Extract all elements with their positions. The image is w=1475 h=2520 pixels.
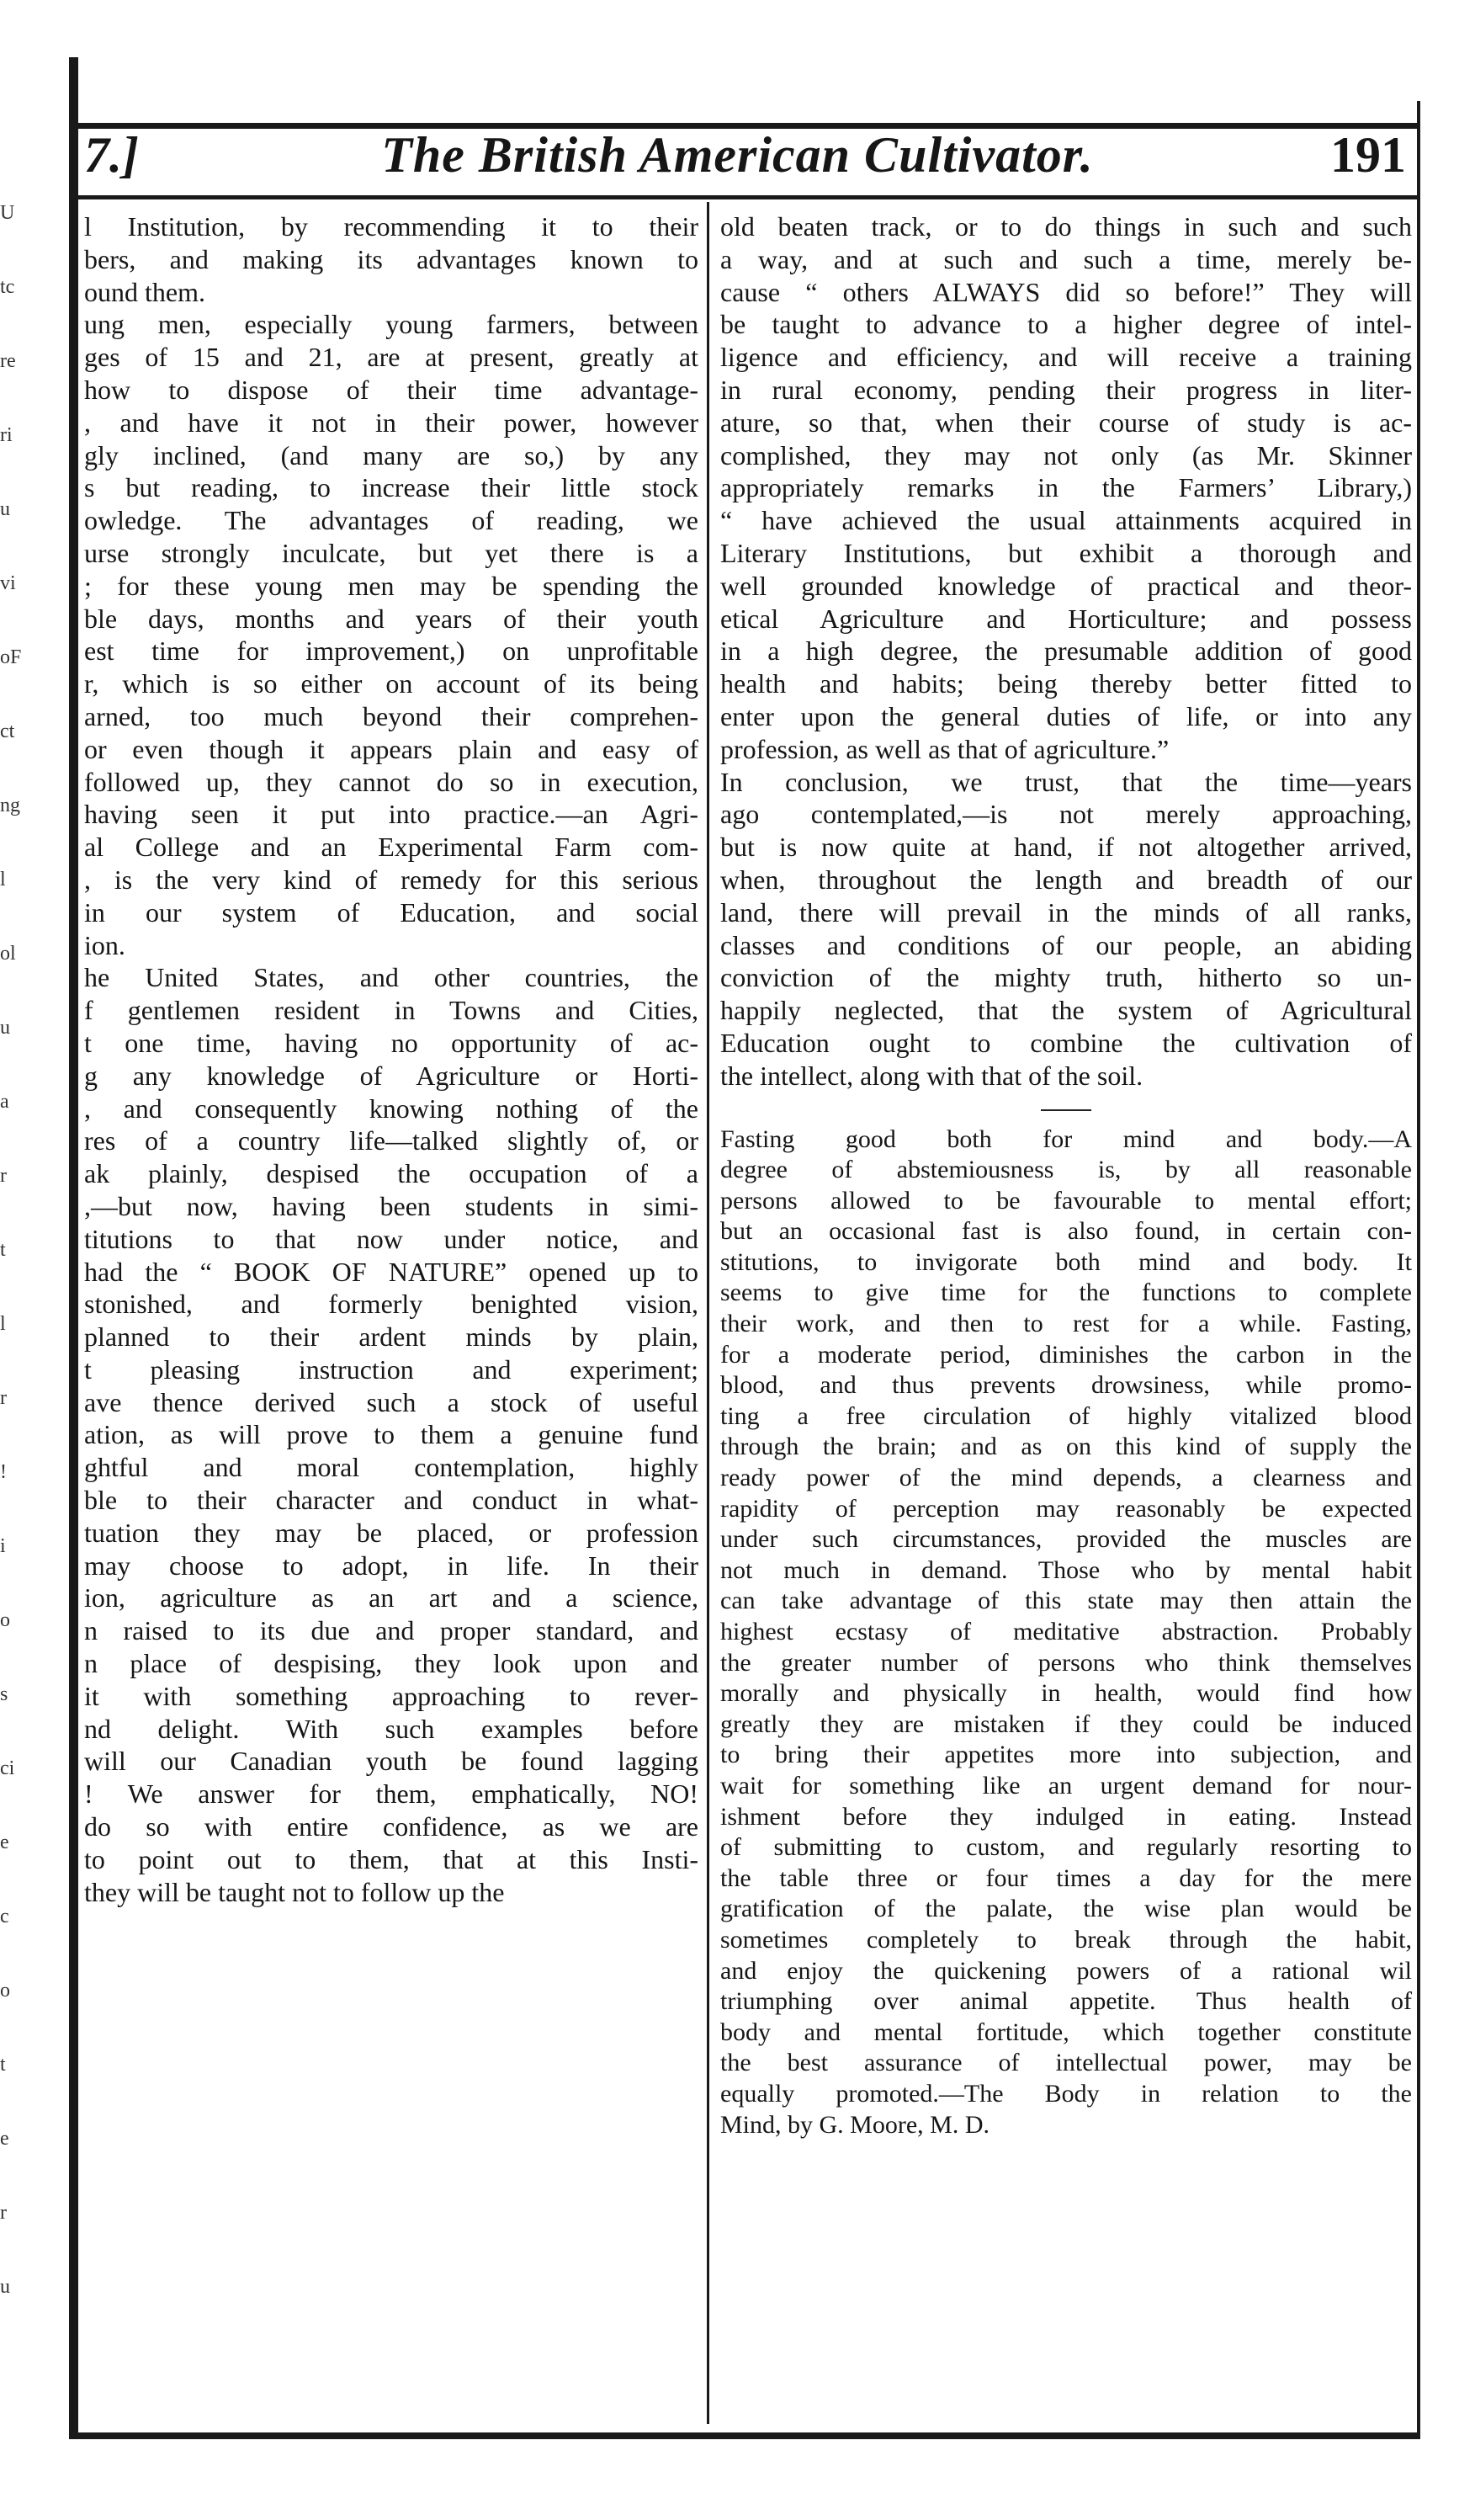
text-line: ature, so that, when their course of study is ac- [720, 407, 1412, 438]
text-line: complished, they may not only (as Mr. Skinner [720, 439, 1412, 471]
text-line: happily neglected, that the system of Agricultural [720, 995, 1412, 1026]
text-line: how to dispose of their time advantage- [84, 374, 698, 405]
text-line: ble days, months and years of their youth [84, 603, 698, 634]
text-line: n raised to its due and proper standard, and [84, 1615, 698, 1646]
text-line: old beaten track, or to do things in such and such [720, 211, 1412, 242]
text-line: ound them. [84, 276, 205, 307]
right-column-main-text [720, 210, 1412, 1093]
margin-fragment: ng [0, 795, 20, 816]
text-line: their work, and then to rest for a while. Fasting, [720, 1310, 1412, 1338]
text-line: the greater number of persons who think themselves [720, 1648, 1412, 1677]
right-rule [1417, 101, 1420, 2437]
text-line: for a moderate period, diminishes the carbon in the [720, 1340, 1412, 1369]
margin-fragment: u [0, 498, 10, 520]
left-binding-rule [69, 57, 78, 2439]
text-line: well grounded knowledge of practical and theor- [720, 570, 1412, 601]
text-line: greatly they are mistaken if they could be induced [720, 1709, 1412, 1738]
text-line: , is the very kind of remedy for this serious [84, 864, 698, 895]
text-line: titutions to that now under notice, and [84, 1223, 698, 1254]
text-line: the best assurance of intellectual power, may be [720, 2049, 1412, 2077]
fasting-article [720, 1124, 1412, 2141]
text-line: highest ecstasy of meditative abstraction. Probably [720, 1618, 1412, 1646]
margin-fragment: t [0, 1239, 6, 1261]
text-line: followed up, they cannot do so in execution, [84, 766, 698, 797]
text-line: stonished, and formerly benighted vision, [84, 1289, 698, 1320]
text-line: to point out to them, that at this Insti- [84, 1843, 698, 1874]
margin-fragment: l [0, 1313, 6, 1335]
margin-fragment: o [0, 1609, 10, 1631]
text-line: ready power of the mind depends, a clearness and [720, 1464, 1412, 1492]
text-line: enter upon the general duties of life, or into any [720, 700, 1412, 731]
text-line: al College and an Experimental Farm com- [84, 832, 698, 863]
text-line: nd delight. With such examples before [84, 1713, 698, 1744]
margin-fragment: tc [0, 276, 15, 298]
article-separator [1041, 1109, 1091, 1111]
margin-fragment: ol [0, 943, 16, 965]
left-column [84, 210, 698, 1908]
text-line: in our system of Education, and social [84, 896, 698, 928]
text-line: Literary Institutions, but exhibit a thorough and [720, 537, 1412, 568]
margin-fragment: ! [0, 1461, 7, 1483]
margin-fragment: c [0, 1906, 9, 1927]
text-line: l Institution, by recommending it to their [84, 211, 698, 242]
text-line: equally promoted.—The Body in relation to the [720, 2079, 1412, 2108]
text-line: tuation they may be placed, or profession [84, 1517, 698, 1548]
text-line: ges of 15 and 21, are at present, greatly at [84, 342, 698, 373]
text-line: health and habits; being thereby better fitted to [720, 668, 1412, 699]
margin-fragment: u [0, 1017, 10, 1039]
text-line: ishment before they indulged in eating. Instead [720, 1802, 1412, 1831]
margin-fragment: i [0, 1535, 6, 1557]
text-line: ligence and efficiency, and will receive a training [720, 342, 1412, 373]
text-line: but is now quite at hand, if not altogether arrived, [720, 832, 1412, 863]
margin-fragment: u [0, 2276, 10, 2298]
text-line: to bring their appetites more into subjection, and [720, 1741, 1412, 1769]
text-line: the table three or four times a day for the mere [720, 1863, 1412, 1892]
margin-fragment: ci [0, 1757, 15, 1779]
text-line: arned, too much beyond their comprehen- [84, 700, 698, 731]
text-line: he United States, and other countries, the [84, 962, 698, 993]
text-line: ghtful and moral contemplation, highly [84, 1452, 698, 1483]
text-line: Fasting good both for mind and body.—A [720, 1124, 1412, 1153]
right-column [720, 210, 1412, 2140]
text-line: sometimes completely to break through the habit, [720, 1925, 1412, 1954]
text-line: degree of abstemiousness is, by all reasonable [720, 1156, 1412, 1184]
margin-fragment: e [0, 2128, 9, 2150]
text-line: planned to their ardent minds by plain, [84, 1321, 698, 1353]
text-line: when, throughout the length and breadth of our [720, 864, 1412, 895]
margin-fragment: r [0, 1387, 7, 1409]
text-line: conviction of the mighty truth, hitherto so un- [720, 962, 1412, 993]
text-line: ,—but now, having been students in simi- [84, 1190, 698, 1221]
text-line: ion, agriculture as an art and a science, [84, 1582, 698, 1614]
text-line: bers, and making its advantages known to [84, 243, 698, 274]
text-line: res of a country life—talked slightly of, or [84, 1125, 698, 1156]
text-line: wait for something like an urgent demand for nour- [720, 1771, 1412, 1800]
text-line: s but reading, to increase their little stock [84, 472, 698, 503]
text-line: they will be taught not to follow up the [84, 1876, 505, 1907]
margin-fragment: t [0, 2054, 6, 2076]
page-title: The British American Cultivator. [381, 127, 1094, 183]
text-line: f gentlemen resident in Towns and Cities, [84, 995, 698, 1026]
text-line: blood, and thus prevents drowsiness, while promo- [720, 1371, 1412, 1400]
text-line: ung men, especially young farmers, between [84, 309, 698, 340]
margin-fragment: l [0, 869, 6, 891]
text-line: n place of despising, they look upon and [84, 1648, 698, 1679]
text-line: ting a free circulation of highly vitalized blood [720, 1401, 1412, 1430]
text-line: appropriately remarks in the Farmers’ Library,) [720, 472, 1412, 503]
text-line: had the “ BOOK OF NATURE” opened up to [84, 1256, 698, 1287]
text-line: through the brain; and as on this kind of supply the [720, 1433, 1412, 1461]
text-line: ak plainly, despised the occupation of a [84, 1158, 698, 1189]
text-line: r, which is so either on account of its being [84, 668, 698, 699]
text-line: persons allowed to be favourable to mental effort; [720, 1186, 1412, 1215]
text-line: the intellect, along with that of the soil. [720, 1060, 1143, 1091]
header-rule [74, 195, 1420, 199]
text-line: do so with entire confidence, as we are [84, 1811, 698, 1842]
text-line: g any knowledge of Agriculture or Horti- [84, 1060, 698, 1091]
margin-fragment: o [0, 1980, 10, 2002]
text-line: may choose to adopt, in life. In their [84, 1550, 698, 1581]
text-line: ave thence derived such a stock of useful [84, 1386, 698, 1417]
text-line: ago contemplated,—is not merely approaching, [720, 799, 1412, 830]
text-line: body and mental fortitude, which together constitute [720, 2018, 1412, 2046]
margin-fragment: r [0, 1165, 7, 1187]
text-line: in rural economy, pending their progress in liter- [720, 374, 1412, 405]
column-divider [707, 202, 709, 2424]
text-line: urse strongly inculcate, but yet there is a [84, 537, 698, 568]
text-line: it with something approaching to rever- [84, 1680, 698, 1711]
margin-fragment: re [0, 350, 16, 372]
text-line: a way, and at such and such a time, merely be- [720, 243, 1412, 274]
text-line: ion. [84, 929, 125, 960]
text-line: or even though it appears plain and easy of [84, 733, 698, 764]
margin-fragment: ct [0, 720, 15, 742]
text-line: est time for improvement,) on unprofitable [84, 635, 698, 667]
page-number: 191 [1330, 127, 1406, 183]
text-line: of submitting to custom, and regularly resorting to [720, 1833, 1412, 1862]
text-line: t one time, having no opportunity of ac- [84, 1027, 698, 1058]
margin-fragment: ri [0, 424, 13, 446]
text-line: etical Agriculture and Horticulture; and possess [720, 603, 1412, 634]
text-line: gly inclined, (and many are so,) by any [84, 439, 698, 471]
text-line: Mind, by G. Moore, M. D. [720, 2110, 990, 2139]
text-line: “ have achieved the usual attainments acquired in [720, 505, 1412, 536]
text-line: ble to their character and conduct in what- [84, 1485, 698, 1516]
text-line: having seen it put into practice.—an Agri- [84, 799, 698, 830]
text-line: gratification of the palate, the wise plan would be [720, 1895, 1412, 1923]
margin-fragment: U [0, 202, 15, 224]
text-line: triumphing over animal appetite. Thus health of [720, 1987, 1412, 2016]
margin-fragment: r [0, 2202, 7, 2224]
margin-fragment: oF [0, 646, 22, 668]
text-line: and enjoy the quickening powers of a rational wil [720, 1956, 1412, 1985]
text-line: ! We answer for them, emphatically, NO! [84, 1778, 698, 1810]
page-header [0, 126, 1475, 195]
text-line: cause “ others ALWAYS did so before!” They will [720, 276, 1412, 307]
text-line: Education ought to combine the cultivation of [720, 1027, 1412, 1058]
margin-fragment: a [0, 1091, 9, 1113]
text-line: t pleasing instruction and experiment; [84, 1353, 698, 1385]
text-line: , and consequently knowing nothing of the [84, 1093, 698, 1124]
margin-fragment: s [0, 1683, 8, 1705]
text-line: ; for these young men may be spending the [84, 570, 698, 601]
text-line: owledge. The advantages of reading, we [84, 505, 698, 536]
text-line: morally and physically in health, would find how [720, 1679, 1412, 1708]
text-line: ation, as will prove to them a genuine fund [84, 1419, 698, 1450]
text-line: in a high degree, the presumable addition of good [720, 635, 1412, 667]
text-line: rapidity of perception may reasonably be expected [720, 1494, 1412, 1523]
text-line: , and have it not in their power, however [84, 407, 698, 438]
text-line: be taught to advance to a higher degree of intel- [720, 309, 1412, 340]
text-line: under such circumstances, provided the muscles are [720, 1525, 1412, 1554]
text-line: classes and conditions of our people, an abiding [720, 929, 1412, 960]
text-line: seems to give time for the functions to complete [720, 1279, 1412, 1307]
text-line: profession, as well as that of agriculture.” [720, 733, 1170, 764]
volume-mark: 7.] [84, 127, 139, 183]
text-line: land, there will prevail in the minds of all ranks, [720, 896, 1412, 928]
text-line: stitutions, to invigorate both mind and body. It [720, 1247, 1412, 1276]
text-line: but an occasional fast is also found, in certain con- [720, 1217, 1412, 1246]
text-line: will our Canadian youth be found lagging [84, 1746, 698, 1777]
bottom-rule [74, 2432, 1420, 2439]
text-line: In conclusion, we trust, that the time—years [720, 766, 1412, 797]
text-line: can take advantage of this state may then attain the [720, 1587, 1412, 1615]
text-line: not much in demand. Those who by mental habit [720, 1555, 1412, 1584]
margin-fragment: vi [0, 572, 16, 594]
margin-fragment: e [0, 1832, 9, 1853]
